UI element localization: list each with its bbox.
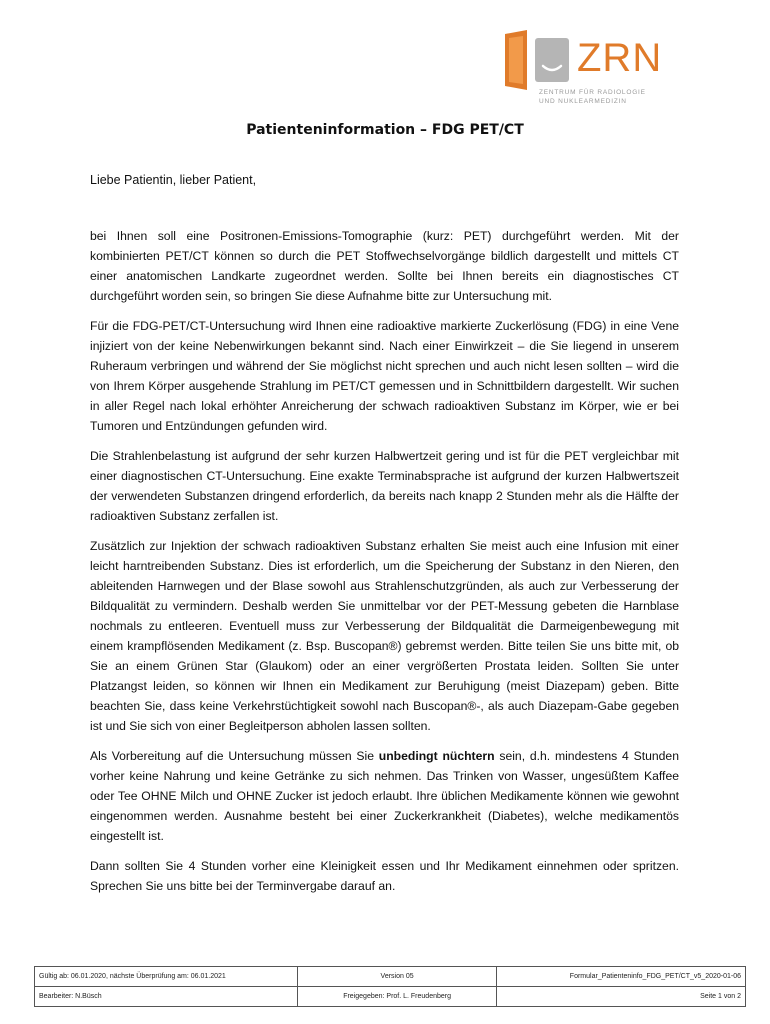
paragraph-medication: Zusätzlich zur Injektion der schwach radioaktiven Substanz erhalten Sie meist auch eine Infusion mit einer leicht harntreibenden Substanz. Dies ist erforderlich, um die Speicherung der Substanz in den Nieren, den ableitenden Harnwegen und der Blase sowohl aus Strahlenschutzgründen, als auch zur Verbesserung der Bildqualität zu vermindern. Deshalb werden Sie unmittelbar vor der PET-Messung gebeten die Harnblase nochmals zu entleeren. Eventuell muss zur Verbesserung der Bildqualität die Darmeigenbewegung mit einem krampflösenden Medikament (z. Bsp. Buscopan®) gebremst werden. Bitte teilen Sie uns bitte mit, ob Sie an einem Grünen Star (Glaukom) oder an einer vergrößerten Prostata leiden. Sollten Sie unter Platzangst leiden, so können wir Ihnen ein Medikament zur Beruhigung (meist Diazepam) geben. Bitte beachten Sie, dass keine Verkehrstüchtigkeit sowohl nach Buscopan®-, als auch Diazepam-Gabe gegeben ist und Sie sich von einer Begleitperson abholen lassen sollten. [90,539,679,733]
footer-approved: Freigegeben: Prof. L. Freudenberg [298,987,497,1007]
footer-row [35,987,746,1007]
logo-subtitle [539,88,646,106]
footer-version: Version 05 [298,967,497,987]
paragraph-closing: Dann sollten Sie 4 Stunden vorher eine Kleinigkeit essen und Ihr Medikament einnehmen oder spritzen. Sprechen Sie uns bitte bei der Terminvergabe darauf an. [90,859,679,893]
footer-validity: Gültig ab: 06.01.2020, nächste Überprüfung am: 06.01.2021 [35,967,298,987]
footer-row [35,967,746,987]
salutation: Liebe Patientin, lieber Patient, [90,173,257,187]
zrn-logo-mark-icon [505,30,575,90]
footer-table [34,966,746,1007]
logo-subtitle-line1: ZENTRUM FÜR RADIOLOGIE [539,89,646,96]
footer-page: Seite 1 von 2 [497,987,746,1007]
paragraph-intro: bei Ihnen soll eine Positronen-Emissions-Tomographie (kurz: PET) durchgeführt werden. Mit der kombinierten PET/CT können so durch die PET Stoffwechselvorgänge bildlich dargestellt und mittels CT einer anatomischen Landkarte zugeordnet werden. Sollte bei Ihnen bereits ein diagnostisches CT durchgeführt worden sein, so bringen Sie diese Aufnahme bitte zur Untersuchung mit. [90,229,679,303]
paragraph-procedure: Für die FDG-PET/CT-Untersuchung wird Ihnen eine radioaktive markierte Zuckerlösung (FDG) in eine Vene injiziert von der keine Nebenwirkungen bekannt sind. Nach einer Einwirkzeit – die Sie liegend in unserem Ruheraum verbringen und während der Sie möglichst nicht sprechen und auch nicht lesen sollten – wird die von Ihrem Körper ausgehende Strahlung im PET/CT gemessen und in Schnittbildern dargestellt. Wir suchen in aller Regel nach lokal erhöhter Anreicherung der schwach radioaktiven Substanz im Körper, wie er bei Tumoren und Entzündungen gefunden wird. [90,319,679,433]
logo-brand-text: ZRN [577,36,663,80]
paragraph-fasting [90,746,679,846]
fasting-emphasis: unbedingt nüchtern [378,749,495,763]
document-title: Patienteninformation – FDG PET/CT [246,122,524,138]
footer-editor: Bearbeiter: N.Büsch [35,987,298,1007]
footer-form-id: Formular_Patienteninfo_FDG_PET/CT_v5_2020-01-06 [497,967,746,987]
document-body [90,226,679,906]
paragraph-radiation: Die Strahlenbelastung ist aufgrund der sehr kurzen Halbwertzeit gering und ist für die PET vergleichbar mit einer diagnostischen CT-Untersuchung. Eine exakte Terminabsprache ist aufgrund der kurzen Halbwertszeit der verwendeten Substanzen dringend erforderlich, da bereits nach knapp 2 Stunden mehr als die Hälfte der radioaktiven Substanz zerfallen ist. [90,449,679,523]
zrn-logo [505,30,665,110]
logo-subtitle-line2: UND NUKLEARMEDIZIN [539,98,627,105]
fasting-text-after: sein, d.h. mindestens 4 Stunden vorher keine Nahrung und keine Getränke zu sich nehmen. Das Trinken von Wasser, ungesüßtem Kaffee oder Tee OHNE Milch und OHNE Zucker ist jedoch erlaubt. Ihre üblichen Medikamente können wie gewohnt eingenommen werden. Ausnahme besteht bei einer Zuckerkrankheit (Diabetes), welche medikamentös eingestellt ist. [90,749,679,843]
fasting-text-before: Als Vorbereitung auf die Untersuchung müssen Sie [90,749,379,763]
